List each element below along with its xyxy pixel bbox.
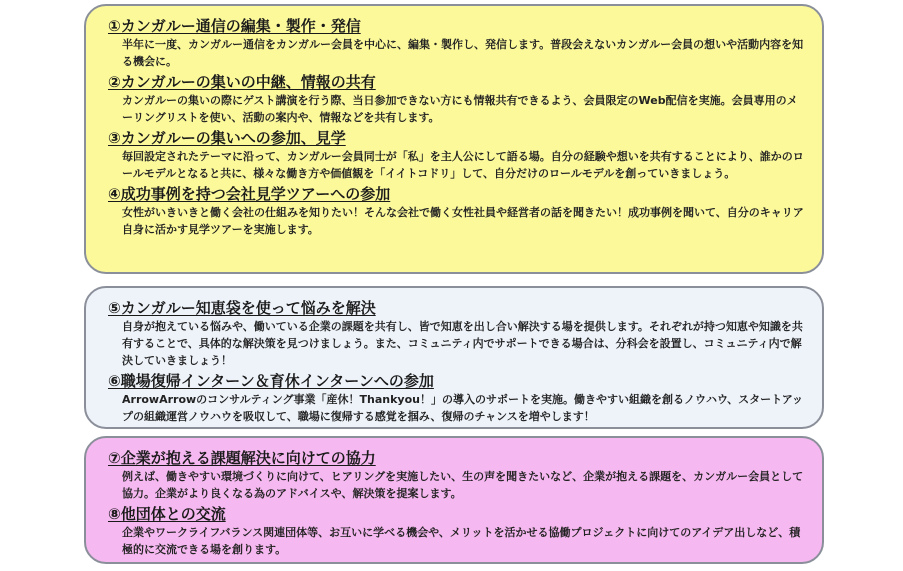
activity-panel-yellow [84, 4, 824, 274]
activity-description: 自身が抱えている悩みや、働いている企業の課題を共有し、皆で知恵を出し合い解決する場を提供します。それぞれが持つ知恵や知識を共有することで、具体的な解決策を見つけましょう。また、コミュニティ内でサポートできる場合は、分科会を設置し、コミュニティ内で解決していきましょう！ [122, 320, 803, 367]
activity-item [108, 184, 804, 238]
activity-item [108, 448, 804, 502]
activity-description: 女性がいきいきと働く会社の仕組みを知りたい！そんな会社で働く女性社員や経営者の話を聞きたい！成功事例を聞いて、自分のキャリア自身に活かす見学ツアーを実施します。 [122, 206, 804, 236]
activity-title: ⑤カンガルー知恵袋を使って悩みを解決 [108, 299, 376, 317]
activity-description: 企業やワークライフバランス関連団体等、お互いに学べる機会や、メリットを活かせる協働プロジェクトに向けてのアイデア出しなど、積極的に交流できる場を創ります。 [122, 526, 801, 556]
activity-description: カンガルーの集いの際にゲスト講演を行う際、当日参加できない方にも情報共有できるよう、会員限定のWeb配信を実施。会員専用のメーリングリストを使い、活動の案内や、情報などを共有します。 [122, 94, 798, 124]
activity-title: ④成功事例を持つ会社見学ツアーへの参加 [108, 185, 391, 203]
activity-title: ⑥職場復帰インターン＆育休インターンへの参加 [108, 372, 434, 390]
activity-title: ③カンガルーの集いへの参加、見学 [108, 129, 346, 147]
activity-description: 毎回設定されたテーマに沿って、カンガルー会員同士が「私」を主人公にして語る場。自分の経験や想いを共有することにより、誰かのロールモデルとなると共に、様々な働き方や価値観を「イイトコドリ」して、自分だけのロールモデルを創っていきましょう。 [122, 150, 804, 180]
activity-item [108, 72, 804, 126]
activity-title: ②カンガルーの集いの中継、情報の共有 [108, 73, 376, 91]
activity-item [108, 128, 804, 182]
activity-item [108, 371, 804, 425]
activity-description: 半年に一度、カンガルー通信をカンガルー会員を中心に、編集・製作し、発信します。普段会えないカンガルー会員の想いや活動内容を知る機会に。 [122, 38, 804, 68]
activity-item [108, 16, 804, 70]
activity-title: ⑦企業が抱える課題解決に向けての協力 [108, 449, 376, 467]
activity-description: 例えば、働きやすい環境づくりに向けて、ヒアリングを実施したい、生の声を聞きたいなど、企業が抱える課題を、カンガルー会員として協力。企業がより良くなる為のアドバイスや、解決策を提案します。 [122, 470, 804, 500]
activity-panel-pink [84, 436, 824, 564]
activity-title: ①カンガルー通信の編集・製作・発信 [108, 17, 361, 35]
activity-description: ArrowArrowのコンサルティング事業「産休！Thankyou！」の導入のサポートを実施。働きやすい組織を創るノウハウ、スタートアップの組織運営ノウハウを吸収して、職場に復帰する感覚を掴み、復帰のチャンスを増やします！ [122, 393, 803, 423]
activity-panel-light-blue [84, 286, 824, 429]
activity-item [108, 298, 804, 369]
activity-title: ⑧他団体との交流 [108, 505, 226, 523]
activity-item [108, 504, 804, 558]
